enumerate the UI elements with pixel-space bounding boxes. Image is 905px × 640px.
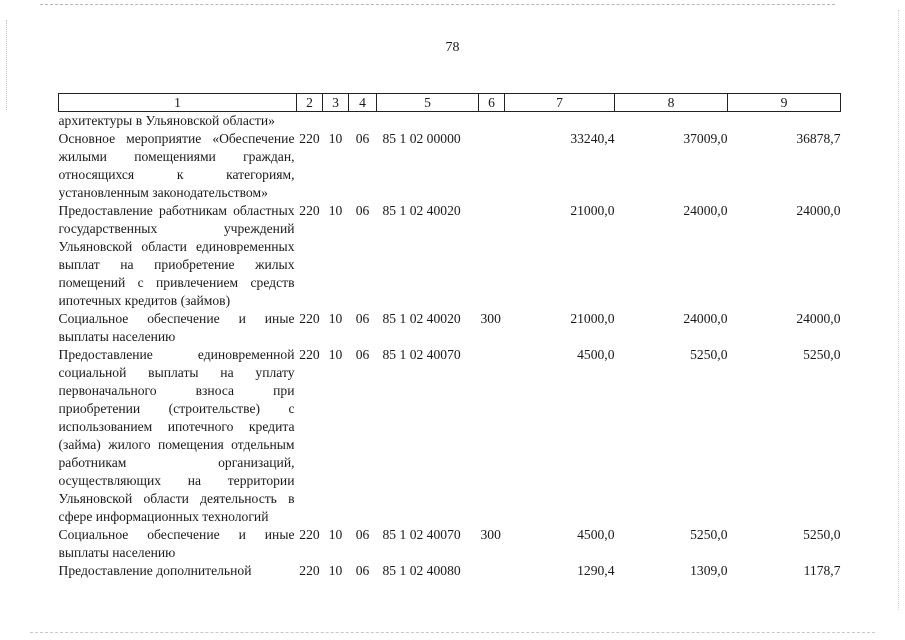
row-code-target: 85 1 02 40020	[382, 203, 461, 218]
row-name: Предоставление дополнительной	[58, 563, 252, 578]
row-code-subsection: 06	[355, 527, 370, 542]
row-code-expense-type	[479, 130, 505, 202]
row-code-section	[323, 112, 349, 131]
header-col-3: 3	[323, 94, 349, 112]
row-amount-col8: 1309,0	[690, 563, 728, 578]
row-code-section: 10	[328, 131, 343, 146]
row-name: Основное мероприятие «Обеспечение жилыми помещениями граждан, относящихся к категориям, установленным законодательством»	[58, 131, 295, 200]
row-code-target: 85 1 02 40070	[382, 527, 461, 542]
row-code-ministry: 220	[299, 131, 320, 146]
row-code-section: 10	[328, 347, 343, 362]
row-amount-col9: 5250,0	[803, 527, 841, 542]
table-row	[59, 526, 841, 562]
row-code-expense-type: 300	[480, 311, 501, 326]
header-col-1: 1	[59, 94, 297, 112]
row-code-target: 85 1 02 00000	[382, 131, 461, 146]
row-code-expense-type	[479, 346, 505, 526]
row-amount-col8: 24000,0	[683, 311, 728, 326]
row-code-ministry: 220	[299, 203, 320, 218]
header-col-9: 9	[728, 94, 841, 112]
row-code-subsection: 06	[355, 311, 370, 326]
table-row	[59, 112, 841, 131]
row-code-target: 85 1 02 40070	[382, 347, 461, 362]
row-amount-col7	[505, 112, 615, 131]
row-code-target	[377, 112, 479, 131]
row-code-ministry: 220	[299, 347, 320, 362]
row-code-subsection	[349, 112, 377, 131]
table-row	[59, 562, 841, 580]
row-amount-col7: 1290,4	[577, 563, 615, 578]
row-amount-col7: 21000,0	[570, 311, 615, 326]
header-col-8: 8	[615, 94, 728, 112]
row-amount-col7: 4500,0	[577, 527, 615, 542]
row-code-subsection: 06	[355, 347, 370, 362]
header-col-6: 6	[479, 94, 505, 112]
budget-table	[58, 93, 841, 580]
row-code-ministry: 220	[299, 527, 320, 542]
row-name: Предоставление единовременной социальной выплаты на уплату первоначального взноса при приобретении (строительстве) с использованием ипотечного кредита (займа) жилого помещения отдельным работникам организаций, осуществляющих на территории Ульяновской области деятельность в сфере информационных технологий	[58, 347, 295, 524]
row-code-expense-type: 300	[480, 527, 501, 542]
row-code-expense-type	[479, 202, 505, 310]
row-amount-col9: 36878,7	[796, 131, 841, 146]
row-code-section: 10	[328, 311, 343, 326]
row-name: Предоставление работникам областных государственных учреждений Ульяновской области единовременных выплат на приобретение жилых помещений с привлечением средств ипотечных кредитов (займов)	[58, 203, 295, 308]
scan-artifact-bottom	[30, 632, 875, 633]
row-code-target: 85 1 02 40020	[382, 311, 461, 326]
header-col-2: 2	[297, 94, 323, 112]
header-col-7: 7	[505, 94, 615, 112]
table-row	[59, 310, 841, 346]
row-code-ministry: 220	[299, 563, 320, 578]
row-code-ministry	[297, 112, 323, 131]
row-name: Социальное обеспечение и иные выплаты населению	[58, 527, 295, 560]
page-number: 78	[445, 40, 460, 55]
row-code-section: 10	[328, 203, 343, 218]
row-code-section: 10	[328, 527, 343, 542]
row-amount-col8: 24000,0	[683, 203, 728, 218]
scan-artifact-left	[6, 20, 7, 110]
row-amount-col8: 5250,0	[690, 347, 728, 362]
table-row	[59, 130, 841, 202]
row-amount-col9	[728, 112, 841, 131]
row-amount-col7: 4500,0	[577, 347, 615, 362]
row-amount-col8	[615, 112, 728, 131]
row-code-target: 85 1 02 40080	[382, 563, 461, 578]
row-amount-col8: 37009,0	[683, 131, 728, 146]
row-name: Социальное обеспечение и иные выплаты населению	[58, 311, 295, 344]
header-col-4: 4	[349, 94, 377, 112]
row-amount-col8: 5250,0	[690, 527, 728, 542]
row-amount-col9: 24000,0	[796, 203, 841, 218]
header-col-5: 5	[377, 94, 479, 112]
row-code-subsection: 06	[355, 563, 370, 578]
scan-artifact-top	[40, 4, 835, 5]
row-amount-col9: 24000,0	[796, 311, 841, 326]
row-amount-col7: 33240,4	[570, 131, 615, 146]
row-amount-col7: 21000,0	[570, 203, 615, 218]
row-code-expense-type	[479, 562, 505, 580]
row-code-subsection: 06	[355, 131, 370, 146]
row-code-section: 10	[328, 563, 343, 578]
row-amount-col9: 1178,7	[803, 563, 841, 578]
row-amount-col9: 5250,0	[803, 347, 841, 362]
table-row	[59, 346, 841, 526]
scan-artifact-right	[898, 10, 899, 610]
table-header-row	[59, 94, 841, 112]
row-name: архитектуры в Ульяновской области»	[58, 113, 275, 128]
row-code-expense-type	[479, 112, 505, 131]
table-row	[59, 202, 841, 310]
row-code-subsection: 06	[355, 203, 370, 218]
row-code-ministry: 220	[299, 311, 320, 326]
